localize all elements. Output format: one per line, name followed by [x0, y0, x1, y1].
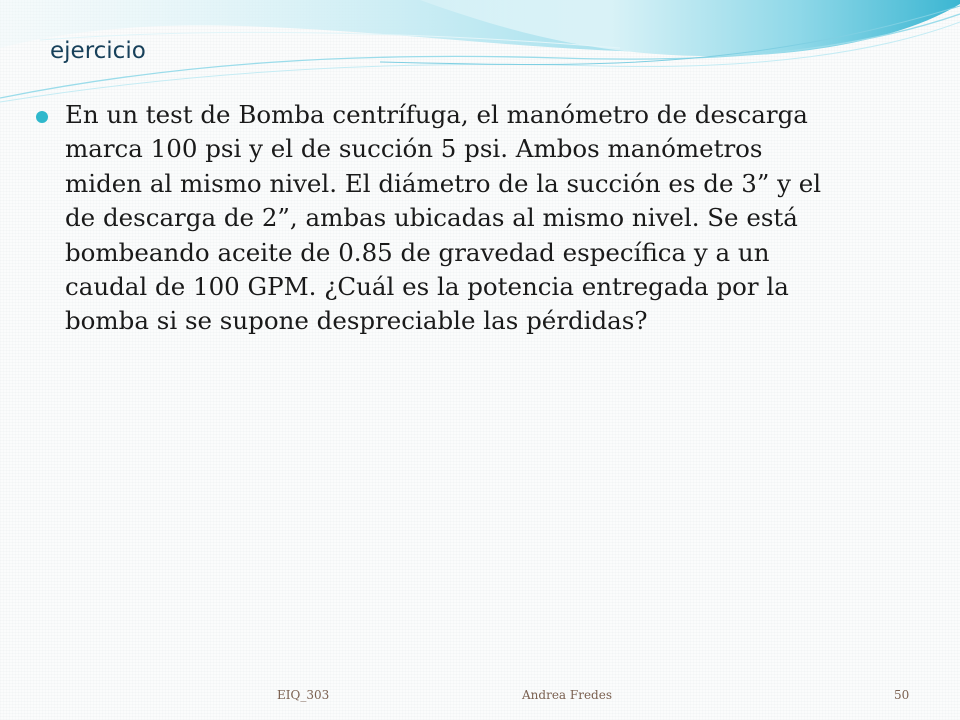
footer-author: Andrea Fredes	[522, 688, 612, 702]
slide-title: ejercicio	[50, 38, 146, 64]
slide-body	[36, 98, 836, 339]
bullet-dot-icon	[36, 111, 48, 123]
bullet-item	[36, 98, 836, 339]
problem-statement: En un test de Bomba centrífuga, el manómetro de descarga marca 100 psi y el de succión 5 psi. Ambos manómetros miden al mismo nivel. El diámetro de la succión es de 3” y el de descarga de 2”, ambas ubicadas al mismo nivel. Se está bombeando aceite de 0.85 de gravedad específica y a un caudal de 100 GPM. ¿Cuál es la potencia entregada por la bomba si se supone despreciable las pérdidas?	[65, 100, 822, 336]
slide-footer	[0, 688, 960, 708]
footer-course-code: EIQ_303	[277, 688, 330, 702]
footer-page-number: 50	[894, 688, 910, 702]
